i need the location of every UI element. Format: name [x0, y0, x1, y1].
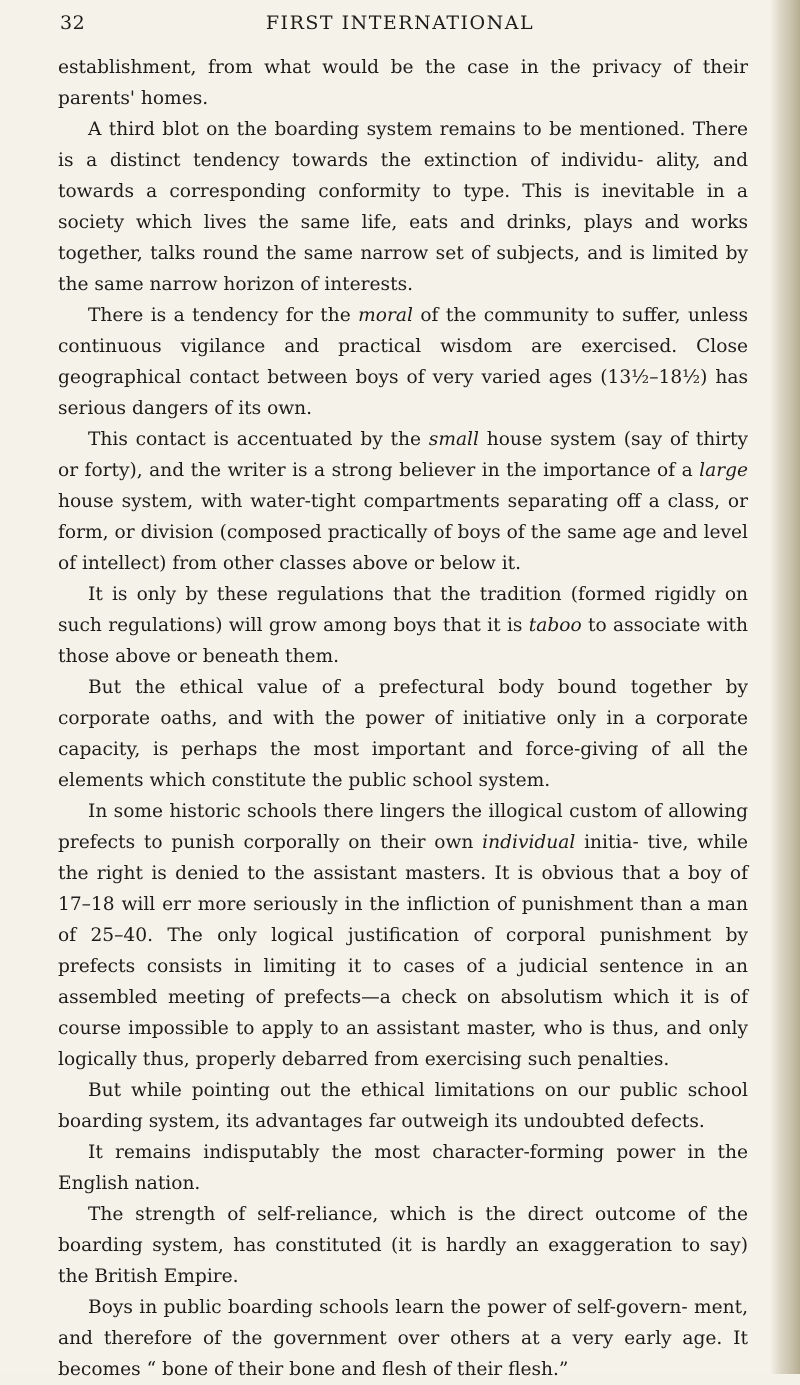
italic-word: taboo: [528, 615, 582, 636]
italic-word: large: [699, 460, 748, 481]
paragraph: This contact is accentuated by the small house system (say of thirty or forty), and the writer is a strong believer in the importance of a large house system, with water-tight compartments separating off a class, or form, or division (composed practically of boys of the same age and level of intellect) from other classes above or below it.: [58, 429, 748, 574]
paragraph: But the ethical value of a prefectural body bound together by corporate oaths, and with the power of initiative only in a corporate capacity, is perhaps the most important and force-giving of all the elements which constitute the public school system.: [58, 677, 748, 791]
paragraph: There is a tendency for the moral of the community to suffer, unless continuous vigilance and practical wisdom are exercised. Close geographical contact between boys of very varied ages (13½–18½) has serious dangers of its own.: [58, 305, 748, 419]
paragraph: The strength of self-reliance, which is the direct outcome of the boarding system, has constituted (it is hardly an exaggeration to say) the British Empire.: [58, 1204, 748, 1287]
paragraph: A third blot on the boarding system remains to be mentioned. There is a distinct tendency towards the extinction of individu- ality, and towards a corresponding conformity to type. This is inevitable in a society which lives the same life, eats and drinks, plays and works together, talks round the same narrow set of subjects, and is limited by the same narrow horizon of interests.: [58, 119, 748, 295]
italic-word: small: [428, 429, 479, 450]
page-number: 32: [60, 12, 86, 34]
paragraph: But while pointing out the ethical limitations on our public school boarding system, its advantages far outweigh its undoubted defects.: [58, 1080, 748, 1132]
paragraph: It remains indisputably the most character-forming power in the English nation.: [58, 1142, 748, 1194]
paragraph: establishment, from what would be the case in the privacy of their parents' homes.: [58, 57, 748, 109]
paragraph: In some historic schools there lingers the illogical custom of allowing prefects to punish corporally on their own individual initia- tive, while the right is denied to the assistant masters. It is obvious that a boy of 17–18 will err more seriously in the infliction of punishment than a man of 25–40. The only logical justification of corporal punishment by prefects consists in limiting it to cases of a judicial sentence in an assembled meeting of prefects—a check on absolutism which it is of course impossible to apply to an assistant master, who is thus, and only logically thus, properly debarred from exercising such penalties.: [58, 801, 748, 1070]
paragraph: It is only by these regulations that the tradition (formed rigidly on such regulations) will grow among boys that it is taboo to associate with those above or beneath them.: [58, 584, 748, 667]
italic-word: individual: [482, 832, 576, 853]
italic-word: moral: [358, 305, 413, 326]
body-text: [58, 52, 748, 1385]
paragraph: Boys in public boarding schools learn the power of self-govern- ment, and therefore of the government over others at a very early age. It becomes “ bone of their bone and flesh of their flesh.”: [58, 1297, 748, 1380]
running-head: FIRST INTERNATIONAL: [265, 12, 535, 34]
page-edge-shadow: [770, 0, 800, 1374]
page-header: [60, 12, 740, 40]
